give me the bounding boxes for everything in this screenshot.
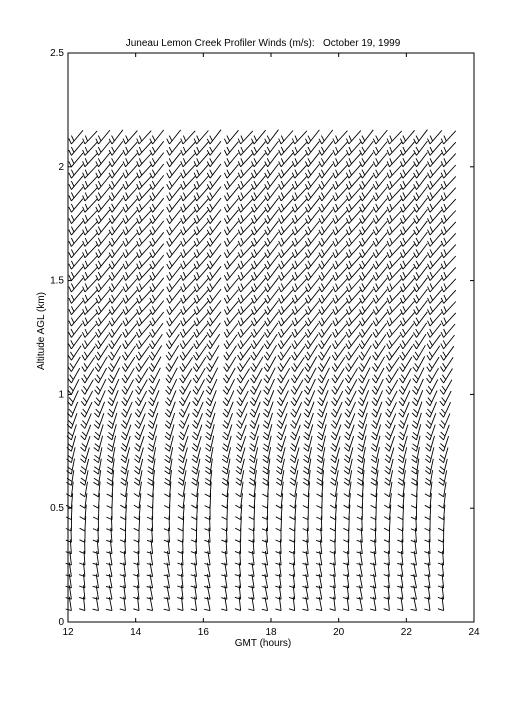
- y-axis-label: Altitude AGL (km): [36, 292, 47, 370]
- x-tick-label: 24: [468, 627, 480, 638]
- y-tick-label: 2.5: [50, 48, 64, 59]
- x-tick-label: 14: [130, 627, 142, 638]
- chart-title: Juneau Lemon Creek Profiler Winds (m/s): October 19, 1999: [125, 38, 401, 49]
- plot-area: [68, 53, 474, 622]
- x-tick-label: 12: [62, 627, 74, 638]
- y-tick-label: 2: [58, 161, 64, 173]
- x-tick-label: 18: [265, 627, 277, 638]
- y-tick-label: 0.5: [50, 503, 64, 515]
- x-tick-label: 16: [197, 627, 209, 638]
- x-tick-label: 20: [333, 627, 345, 638]
- y-tick-label: 1.5: [50, 275, 64, 287]
- y-tick-label: 0: [58, 617, 64, 628]
- x-axis-label: GMT (hours): [234, 638, 292, 649]
- x-tick-label: 22: [400, 627, 412, 638]
- y-tick-label: 1: [58, 389, 64, 401]
